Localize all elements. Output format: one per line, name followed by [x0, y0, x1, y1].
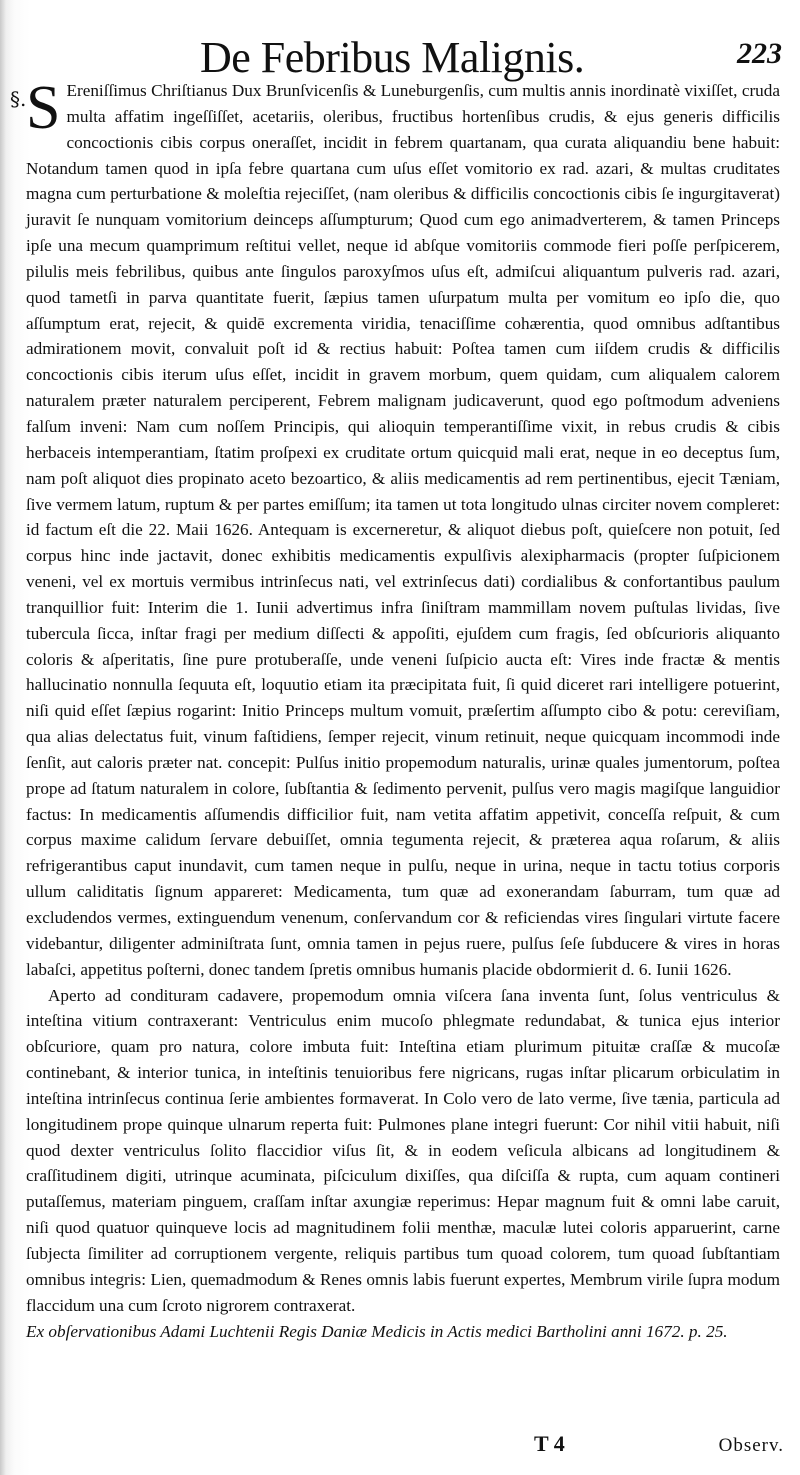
source-citation: Ex obſervationibus Adami Luchtenii Regis Daniæ Medicis in Actis medici Bartholini anni 1672. p. 25.	[26, 1321, 728, 1341]
main-text	[26, 74, 780, 1344]
drop-cap: S	[26, 74, 61, 142]
signature-mark: T 4	[534, 1431, 565, 1456]
page-title: De Febribus Malignis.	[200, 33, 585, 82]
page-number: 223	[737, 37, 782, 70]
catchword: Observ.	[718, 1435, 784, 1456]
paragraph-case-history	[26, 74, 780, 983]
paragraph-autopsy-text: Aperto ad condituram cadavere, propemodum omnia viſcera ſana inventa ſunt, ſolus ventriculus & inteſtina vitium contraxerant: Ventriculus enim mucoſo phlegmate redundabat, & tunica ejus interior obſcuriore, quam pro natura, colore imbuta fuit: Inteſtina etiam plurimum pituitæ craſſæ & mucoſæ continebant, & interior tunica, in inteſtinis tenuioribus fere nigricans, rugas inſtar plicarum orbiculatim in inteſtina intrinſecus continua ſerie ambientes formaverat. In Colo vero de lato verme, ſive tænia, particula ad longitudinem prope quinque ulnarum reperta fuit: Pulmones plane integri fuerunt: Cor nihil vitii habuit, niſi quod dexter ventriculus ſolito flaccidior viſus ſit, & in eodem veſicula albicans ad longitudinem & craſſitudinem digiti, utrinque acuminata, piſciculum dixiſſes, qua diſciſſa & rupta, cum aquam contineri putaſſemus, materiam pinguem, craſſam inſtar axungiæ reperimus: Hepar magnum fuit & omni labe caruit, niſi quod quatuor quinqueve locis ad magnitudinem folii menthæ, maculæ lutei coloris apparuerint, carne ſubjecta ſimiliter ad corruptionem vergente, reliquis partibus tum quoad colorem, tum quoad ſubſtantiam omnibus integris: Lien, quemadmodum & Renes omnis labis fuerunt expertes, Membrum virile ſupra modum flaccidum una cum ſcroto nigrorem contraxerat.	[26, 985, 780, 1315]
section-mark: §.	[10, 87, 27, 111]
paragraph-case-history-text: Ereniſſimus Chriſtianus Dux Brunſvicenſis & Luneburgenſis, cum multis annis inordinatè vixiſſet, cruda multa affatim ingeſſiſſet, acetariis, oleribus, fructibus hortenſibus crudis, & ejus generis difficilis concoctionis cibis corpus oneraſſet, incidit in febrem quartanam, qua curata aliquandiu bene habuit: Notandum tamen quod in ipſa febre quartana cum uſus eſſet vomitorio ex rad. azari, & multas cruditates magna cum perturbatione & moleſtia rejeciſſet, (nam oleribus & difficilis concoctionis cibis ſe ingurgitaverat) juravit ſe nunquam vomitorium deinceps aſſumpturum; Quod cum ego animadverterem, & tamen Princeps ipſe una mecum quamprimum reſtitui vellet, neque id abſque vomitoriis commode fieri poſſe perſpicerem, pilulis meis febrilibus, quibus ante ſingulos paroxyſmos uſus eſt, admiſcui aliquantum pulveris rad. azari, quod tametſi in parva quantitate fuerit, ſæpius tamen uſurpatum multa per vomitum eo ipſo die, quo aſſumptum erat, rejecit, & quidē excrementa viridia, tenaciſſime cohærentia, quod omnibus adſtantibus admirationem movit, convaluit poſt id & rectius habuit: Poſtea tamen cum iiſdem crudis & difficilis concoctionis cibis iterum uſus eſſet, incidit in gravem morbum, quem quidam, cum aliqualem calorem naturalem præter naturalem perciperent, Febrem malignam judicaverunt, quod ego poſtmodum adveniens falſum inveni: Nam cum noſſem Principis, qui alioquin temperantiſſime vixit, in rebus crudis & cibis herbaceis intemperantiam, ſtatim proſpexi ex cruditate ortum quicquid mali erat, neque in eo deceptus ſum, nam poſt aliquot dies propinato aceto bezoartico, & aliis medicamentis ad rem pertinentibus, ejecit Tæniam, ſive vermem latum, ruptum & per partes emiſſum; ita tamen ut tota longitudo ulnas circiter novem compleret: id factum eſt die 22. Maii 1626. Antequam is excerneretur, & aliquot diebus poſt, quieſcere non potuit, ſed corpus hinc inde jactavit, donec exhibitis medicamentis expulſivis alexipharmacis (propter ſuſpicionem veneni, vel ex mortuis vermibus intrinſecus nati, vel extrinſecus dati) cordialibus & confortantibus paulum tranquillior fuit: Interim die 1. Iunii advertimus infra ſiniſtram mammillam novem puſtulas lividas, ſive tubercula ſicca, inſtar fragi per medium diſſecti & appoſiti, ejuſdem cum fragis, ſed obſcurioris aliquanto coloris & aſperitatis, ſine pure protuberaſſe, unde veneni ſuſpicio aucta eſt: Vires inde fractæ & mentis hallucinatio nonnulla ſequuta eſt, loquutio etiam ita præcipitata fuit, ſi quid diceret rari intelligere potuerint, niſi quid eſſet ſæpius rogarint: Initio Princeps multum vomuit, præſertim aſſumpto cibo & potu: cereviſiam, qua alias delectatus fuit, vinum faſtidiens, ſemper rejecit, vinum retinuit, neque quicquam incommodi inde ſenſit, aut caloris præter nat. concepit: Pulſus initio propemodum naturalis, urinæ quales jumentorum, poſtea prope ad ſtatum naturalem in colore, ſubſtantia & ſedimento pervenit, pulſus vero magis magiſque languidior factus: In medicamentis aſſumendis difficilior fuit, nam vetita affatim appetivit, conceſſa reſpuit, & cum corpus maxime calidum ſervare debuiſſet, omnia tegumenta rejecit, & præterea aqua roſarum, & aliis refrigerantibus caput inundavit, cum tamen neque in pulſu, neque in urina, neque in tactu totius corporis ullum caliditatis ſignum appareret: Medicamenta, tum quæ ad exonerandam ſaburram, tum quæ ad excludendos vermes, extinguendum venenum, conſervandum cor & reficiendas vires ſingulari virtute facere videbantur, diligenter adminiſtrata ſunt, omnia tamen in pejus ruere, pulſus ſeſe ſubducere & vires in horas labaſci, appetitus poſterni, donec tandem ſpretis omnibus humanis placide obdormierit d. 6. Iunii 1626.	[26, 81, 780, 979]
paragraph-autopsy	[26, 983, 780, 1319]
page-footer	[0, 1426, 800, 1466]
